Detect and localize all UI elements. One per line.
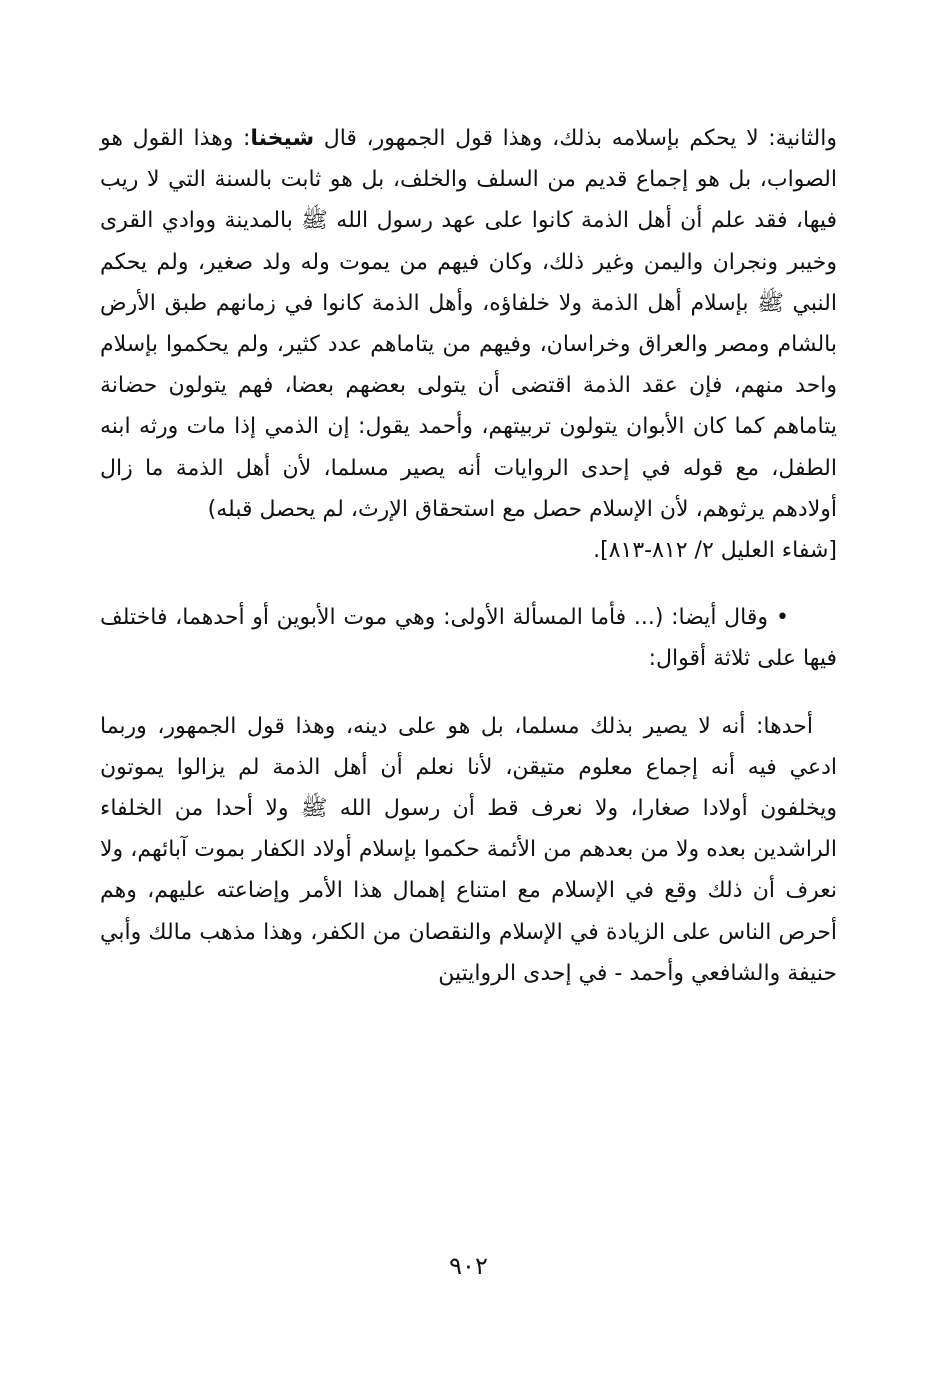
paragraph-1 xyxy=(100,118,837,571)
paragraph-2 xyxy=(100,597,837,679)
page-body xyxy=(100,118,837,994)
paragraph-1-start: والثانية: لا يحكم بإسلامه بذلك، وهذا قول الجمهور، قال xyxy=(314,126,837,151)
paragraph-3-text: أحدها: أنه لا يصير بذلك مسلما، بل هو على دينه، وهذا قول الجمهور، وربما ادعي فيه أنه إجماع معلوم متيقن، لأنا نعلم أن أهل الذمة لم يزالوا يموتون ويخلفون أولادا صغارا، ولا نعرف قط أن رسول الله ﷺ ولا أحدا من الخلفاء الراشدين بعده ولا من بعدهم من الأئمة حكموا بإسلام أولاد الكفار بموت آبائهم، ولا نعرف أن ذلك وقع في الإسلام مع امتناع إهمال هذا الأمر وإضاعته عليهم، وهم أحرص الناس على الزيادة في الإسلام والنقصان من الكفر، وهذا مذهب مالك وأبي حنيفة والشافعي وأحمد - في إحدى الروايتين xyxy=(100,713,837,986)
page-number: ٩٠٢ xyxy=(449,1252,488,1280)
bullet-icon: • xyxy=(776,605,789,631)
citation: [شفاء العليل ٢/ ٨١٢-٨١٣]. xyxy=(593,538,837,564)
paragraph-1-rest: : وهذا القول هو الصواب، بل هو إجماع قديم من السلف والخلف، بل هو ثابت بالسنة التي لا ريب فيها، فقد علم أن أهل الذمة كانوا على عهد رسول الله ﷺ بالمدينة ووادي القرى وخيبر ونجران واليمن وغير ذلك، وكان فيهم من يموت وله ولد صغير، ولم يحكم النبي ﷺ بإسلام أهل الذمة ولا خلفاؤه، وأهل الذمة كانوا في زمانهم طبق الأرض بالشام ومصر والعراق وخراسان، وفيهم من يتاماهم عدد كثير، ولم يحكموا بإسلام واحد منهم، فإن عقد الذمة اقتضى أن يتولى بعضهم بعضا، فهم يتولون حضانة يتاماهم كما كان الأبوان يتولون تربيتهم، وأحمد يقول: إن الذمي إذا مات ورثه ابنه الطفل، مع قوله في إحدى الروايات أنه يصير مسلما، لأن أهل الذمة ما زال أولادهم يرثوهم، لأن الإسلام حصل مع استحقاق الإرث، لم يحصل قبله) xyxy=(100,126,837,522)
spacer xyxy=(100,680,837,706)
emphasis-shaykhuna: شيخنا xyxy=(250,126,315,151)
paragraph-3 xyxy=(100,706,837,994)
spacer xyxy=(100,571,837,597)
paragraph-2-text: وقال أيضا: (... فأما المسألة الأولى: وهي موت الأبوين أو أحدهما، فاختلف فيها على ثلاثة أقوال: xyxy=(100,605,837,672)
